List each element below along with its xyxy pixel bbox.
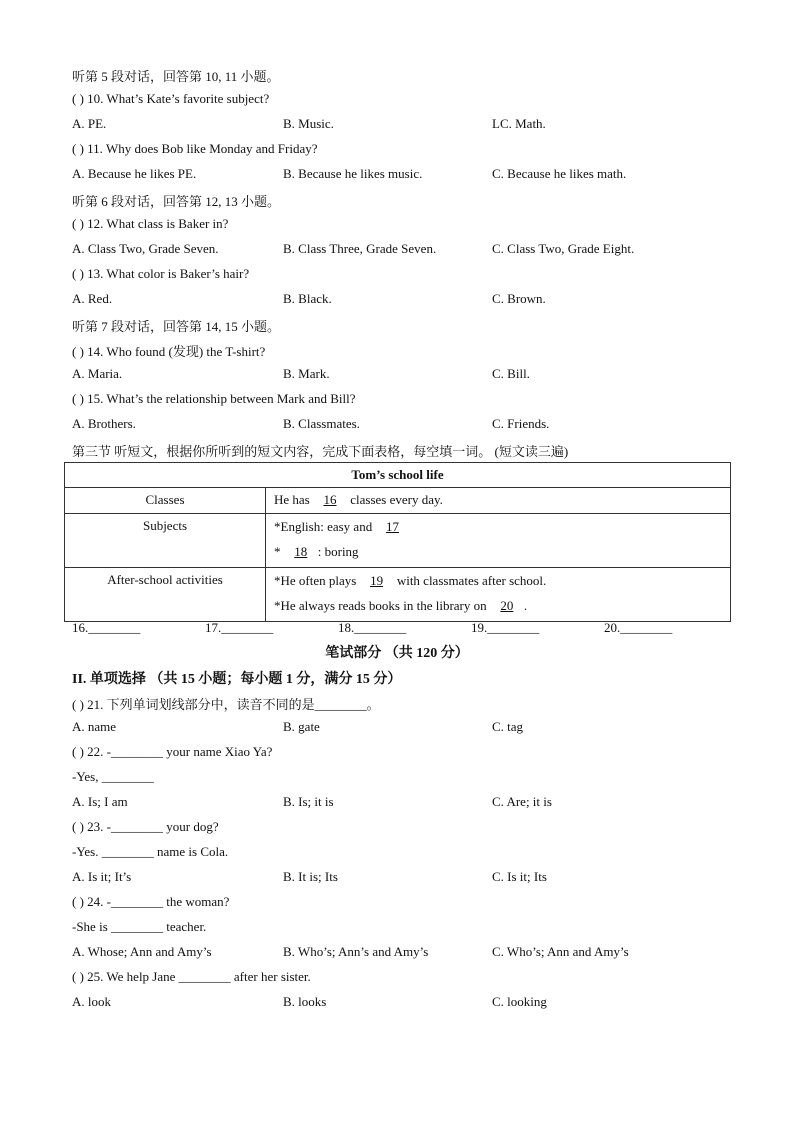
activities-library-post: . [523,598,528,613]
school-life-table [64,462,731,622]
activities-line-2 [274,597,724,621]
q12-option-c: C. Class Two, Grade Eight. [492,241,635,256]
q22-option-b: B. Is; it is [283,794,334,809]
row-activities-content [266,568,731,622]
q14-option-c: C. Bill. [492,366,530,381]
subjects-english-pre: *English: easy and [274,519,376,534]
activities-plays-post: with classmates after school. [393,573,547,588]
q11-option-c: C. Because he likes math. [492,166,627,181]
answer-blanks-row [72,620,732,638]
part3-instruction: 第三节 听短文，根据你所听到的短文内容，完成下面表格，每空填一词。 (短文读三遍) [72,444,569,459]
q11-options [72,166,732,184]
row-subjects-label: Subjects [65,514,266,568]
blank-16: 16 [323,492,337,507]
row-classes-content [266,488,731,514]
answer-blank-18: 18.________ [338,620,407,635]
question-13: ( ) 13. What color is Baker’s hair? [72,266,250,281]
q14-option-a: A. Maria. [72,366,123,381]
q11-option-b: B. Because he likes music. [283,166,423,181]
q21-option-c: C. tag [492,719,524,734]
q13-options [72,291,732,309]
q13-option-b: B. Black. [283,291,332,306]
q23-options [72,869,732,887]
q14-option-b: B. Mark. [283,366,330,381]
row-activities-label: After-school activities [65,568,266,622]
question-14: ( ) 14. Who found (发现) the T-shirt? [72,344,266,359]
question-10: ( ) 10. What’s Kate’s favorite subject? [72,91,270,106]
q25-option-b: B. looks [283,994,327,1009]
q12-option-a: A. Class Two, Grade Seven. [72,241,219,256]
q10-option-a: A. PE. [72,116,107,131]
q15-option-b: B. Classmates. [283,416,360,431]
answer-blank-20: 20.________ [604,620,673,635]
question-25: ( ) 25. We help Jane ________ after her sister. [72,969,311,984]
subjects-boring: : boring [317,544,359,559]
q24-reply: -She is ________ teacher. [72,919,207,934]
q24-option-a: A. Whose; Ann and Amy’s [72,944,212,959]
row-subjects-content [266,514,731,568]
q11-option-a: A. Because he likes PE. [72,166,197,181]
q23-option-c: C. Is it; Its [492,869,547,884]
question-12: ( ) 12. What class is Baker in? [72,216,229,231]
q24-option-b: B. Who’s; Ann’s and Amy’s [283,944,429,959]
q15-option-c: C. Friends. [492,416,550,431]
q10-option-b: B. Music. [283,116,334,131]
question-24: ( ) 24. -________ the woman? [72,894,230,909]
q15-option-a: A. Brothers. [72,416,136,431]
blank-19: 19 [370,573,384,588]
question-22: ( ) 22. -________ your name Xiao Ya? [72,744,273,759]
q25-option-a: A. look [72,994,111,1009]
q21-option-b: B. gate [283,719,320,734]
blank-18: 18 [294,544,308,559]
section-ii-heading: II. 单项选择 （共 15 小题；每小题 1 分，满分 15 分） [72,672,402,687]
blank-20: 20 [500,598,514,613]
answer-blank-19: 19.________ [471,620,540,635]
section6-instruction: 听第 6 段对话，回答第 12, 13 小题。 [72,194,281,209]
blank-17: 17 [385,519,399,534]
q22-option-c: C. Are; it is [492,794,552,809]
q13-option-c: C. Brown. [492,291,546,306]
q12-option-b: B. Class Three, Grade Seven. [283,241,437,256]
q22-options [72,794,732,812]
q24-options [72,944,732,962]
section5-instruction: 听第 5 段对话，回答第 10, 11 小题。 [72,69,280,84]
written-part-heading: 笔试部分 （共 120 分） [325,646,469,661]
q10-option-c: LC. Math. [492,116,546,131]
q22-option-a: A. Is; I am [72,794,128,809]
q25-options [72,994,732,1012]
q24-option-c: C. Who’s; Ann and Amy’s [492,944,629,959]
q23-reply: -Yes. ________ name is Cola. [72,844,229,859]
section7-instruction: 听第 7 段对话，回答第 14, 15 小题。 [72,319,281,334]
q23-option-a: A. Is it; It’s [72,869,132,884]
q10-options [72,116,732,134]
question-21: ( ) 21. 下列单词划线部分中，读音不同的是________。 [72,697,380,712]
row-classes-label: Classes [65,488,266,514]
table-title: Tom’s school life [65,463,731,488]
activities-library-pre: *He always reads books in the library on [274,598,490,613]
activities-plays-pre: *He often plays [274,573,360,588]
q13-option-a: A. Red. [72,291,113,306]
question-11: ( ) 11. Why does Bob like Monday and Friday? [72,141,318,156]
q12-options [72,241,732,259]
q14-options [72,366,732,384]
q15-options [72,416,732,434]
answer-blank-17: 17.________ [205,620,274,635]
classes-text-post: classes every day. [347,492,443,507]
subjects-line-2 [274,543,724,567]
q21-options [72,719,732,737]
subjects-line-1 [274,518,724,543]
answer-blank-16: 16.________ [72,620,141,635]
activities-line-1 [274,572,724,597]
q25-option-c: C. looking [492,994,547,1009]
question-23: ( ) 23. -________ your dog? [72,819,219,834]
classes-text-pre: He has [274,492,313,507]
question-15: ( ) 15. What’s the relationship between Mark and Bill? [72,391,356,406]
subjects-star: * [274,544,284,559]
q23-option-b: B. It is; Its [283,869,338,884]
q21-option-a: A. name [72,719,117,734]
q22-reply: -Yes, ________ [72,769,154,784]
